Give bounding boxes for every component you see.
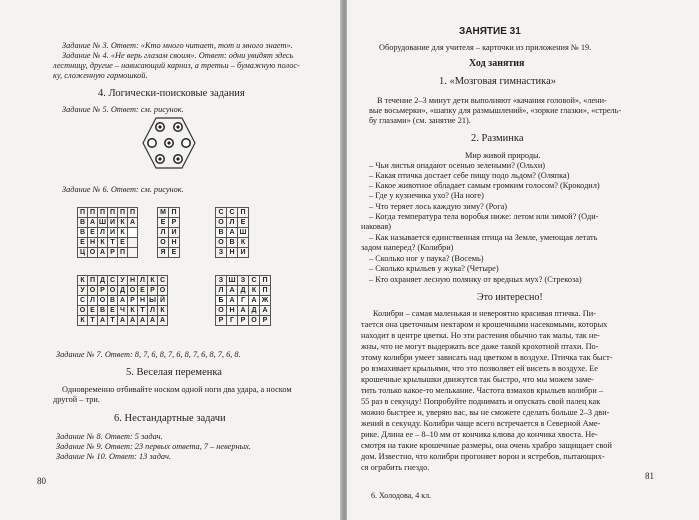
grid-cell: Ц (79, 249, 86, 256)
task-10-answer: Задание № 10. Ответ: 13 задач. (56, 452, 171, 461)
grid-cell: И (238, 248, 248, 257)
grid-cell: Г (238, 296, 248, 305)
interesting-line: дом. Известно, что колибри прогоняет ворон и ястребов, пытающих- (361, 452, 605, 461)
qa-line: – Какое животное обладает самым громким голосом? (Крокодил) (369, 181, 600, 190)
word-grid-5 (215, 275, 271, 326)
grid-cell: Е (108, 306, 117, 315)
grid-cell: К (148, 276, 157, 285)
grid-cell: П (119, 209, 126, 216)
grid-cell: Л (98, 228, 107, 237)
grid-cell: К (78, 276, 87, 285)
grid-cell: В (79, 219, 86, 226)
grid-cell: И (169, 228, 179, 237)
grid-cell: О (89, 287, 96, 294)
grid-cell: О (89, 249, 96, 256)
grid-cell: П (89, 209, 96, 216)
interesting-line: находит в центре цветка. Но эти растения обычно так малы, так не- (361, 331, 600, 340)
grid-cell: Р (238, 316, 248, 325)
grid-cell: К (238, 238, 248, 247)
section-5-text: Одновременно отбивайте носком одной ноги два удара, а носком (62, 385, 292, 394)
task-6-answer: Задание № 6. Ответ: см. рисунок. (62, 185, 184, 194)
grid-cell: П (79, 209, 86, 216)
grid-cell: Т (108, 238, 117, 247)
grid-cell: Р (260, 316, 270, 325)
grid-cell: О (79, 307, 86, 314)
qa-line: – Что теряет лось каждую зиму? (Рога) (369, 202, 508, 211)
grid-cell: К (128, 306, 137, 315)
grid-cell: З (216, 248, 226, 257)
section-5-text-cont: другой – три. (53, 395, 100, 404)
interesting-line: Колибри – самая маленькая и невероятно красивая птичка. Пи- (373, 309, 596, 318)
grid-cell: Л (158, 228, 168, 237)
qa-line: – Кто охраняет лесную полянку от вредных мух? (Стрекоза) (369, 275, 582, 284)
grid-cell: П (89, 277, 96, 284)
page-number-right: 81 (645, 471, 654, 481)
qa-line: – Чьи листья опадают осенью зелеными? (Ольхи) (369, 161, 546, 170)
task-8-answer: Задание № 8. Ответ: 5 задач. (56, 432, 163, 441)
grid-cell (128, 248, 137, 257)
grid-cell: П (169, 208, 179, 217)
grid-cell: С (79, 297, 86, 304)
qa-line: задом наперед? (Колибри) (361, 243, 454, 252)
grid-cell: С (216, 208, 226, 217)
grid-cell: Т (108, 316, 117, 325)
grid-cell: О (216, 238, 226, 247)
interesting-line: смотря на такие крошечные размеры, она очень храбро защищает свой (361, 441, 612, 450)
course-heading: Ход занятия (469, 58, 525, 69)
interesting-line: тить только какое-то мелькание. Частота взмахов крыльев колибри – (361, 386, 603, 395)
grid-cell: А (159, 317, 166, 324)
grid-cell: С (109, 277, 116, 284)
grid-cell: А (149, 317, 156, 324)
grid-cell: Л (216, 286, 226, 295)
interesting-line: 55 раз в секунду! Попробуйте поднимать и опускать свой палец как (361, 397, 601, 406)
grid-cell: Т (138, 306, 147, 315)
interesting-line: жны, что не могут выдержать все даже такой крохотной птахи. По- (361, 342, 599, 351)
grid-cell: Й (159, 297, 166, 304)
grid-cell: З (238, 276, 248, 285)
grid-cell: Ш (98, 219, 107, 226)
answer-4-cont2: ку, сложенную гармошкой. (53, 71, 148, 80)
task-5-answer: Задание № 5. Ответ: см. рисунок. (62, 105, 184, 114)
word-grid-4 (77, 275, 168, 326)
grid-cell: Д (238, 286, 248, 295)
qa-line: – Какая птичка достает себе пищу подо льдом? (Оляпка) (369, 171, 570, 180)
grid-cell: А (227, 228, 237, 237)
grid-cell (128, 228, 137, 237)
qa-line: – Как называется единственная птица на Земле, умеющая летать (369, 233, 598, 242)
grid-cell: Я (158, 248, 168, 257)
grid-cell: С (159, 277, 166, 284)
interesting-line: этому колибри умеет зависать над цветком в воздухе. Птичка так быст- (361, 353, 613, 362)
grid-cell: К (158, 306, 167, 315)
grid-cell: В (79, 229, 86, 236)
grid-cell: А (249, 296, 259, 305)
grid-cell: П (238, 208, 248, 217)
grid-cell: П (99, 209, 106, 216)
grid-cell: Н (139, 297, 146, 304)
section-6-heading: 6. Нестандартные задачи (114, 413, 226, 424)
section-1-heading: 1. «Мозговая гимнастика» (439, 76, 557, 87)
grid-cell: Б (216, 296, 226, 305)
hexagon-figure (140, 114, 198, 172)
interesting-line: можно быстрее и, уверяю вас, вы не сможете сделать больше 2–3 дви- (361, 408, 610, 417)
section-1-text-2: вые восьмерки», «шапку для размышлений», «зоркие глазки», «стрель- (369, 106, 622, 115)
grid-cell: К (118, 218, 127, 227)
qa-line: – Когда температура тела воробья ниже: летом или зимой? (Оди- (369, 212, 599, 221)
section-5-heading: 5. Веселая переменка (126, 367, 222, 378)
page-number-left: 80 (37, 476, 46, 486)
grid-cell: Е (88, 306, 97, 315)
answer-3: Задание № 3. Ответ: «Кто много читает, тот и много знает». (62, 41, 293, 50)
grid-cell: К (78, 316, 87, 325)
grid-cell: О (159, 287, 166, 294)
right-page (347, 0, 699, 520)
grid-cell: О (158, 238, 168, 247)
interesting-line: крошечные крылышки движутся так быстро, что мы можем заме- (361, 375, 594, 384)
interesting-line: ро взмахивает крыльями, что это позволяет ей висеть в воздухе. Ее (361, 364, 598, 373)
grid-cell: А (129, 219, 136, 226)
grid-cell: Д (120, 287, 125, 294)
qa-line: наковая) (361, 222, 391, 231)
grid-cell: Е (78, 238, 87, 247)
grid-cell: Е (238, 218, 248, 227)
grid-cell: З (216, 276, 226, 285)
grid-cell: Т (88, 316, 97, 325)
grid-cell: Н (227, 248, 237, 257)
grid-cell: Ш (228, 277, 236, 284)
lesson-title: ЗАНЯТИЕ 31 (459, 26, 521, 37)
grid-cell: М (158, 208, 168, 217)
grid-cell: А (227, 286, 237, 295)
grid-cell: Е (118, 238, 127, 247)
grid-cell: А (139, 317, 146, 324)
grid-cell: И (109, 219, 116, 226)
grid-cell: П (260, 286, 270, 295)
grid-cell: А (89, 219, 96, 226)
grid-cell: А (227, 296, 237, 305)
grid-cell: А (119, 297, 126, 304)
grid-cell: А (260, 306, 270, 315)
grid-cell: Ы (149, 297, 156, 304)
interesting-heading: Это интересно! (477, 292, 543, 303)
grid-cell: К (118, 228, 127, 237)
grid-cell: Е (169, 248, 179, 257)
section-1-text-3: бу глазами» (см. занятие 21). (369, 116, 471, 125)
grid-cell: Н (227, 306, 237, 315)
section-2-heading: 2. Разминка (471, 133, 524, 144)
grid-cell: Ш (239, 229, 247, 236)
grid-cell: Н (129, 277, 136, 284)
grid-cell: Р (216, 316, 226, 325)
answer-4: Задание № 4. «Не верь глазам своим». Ответ: одни увидят здесь (62, 51, 294, 60)
grid-cell: Р (148, 286, 157, 295)
grid-cell: А (238, 306, 248, 315)
grid-cell: О (216, 306, 226, 315)
grid-cell: О (216, 218, 226, 227)
left-page (0, 0, 342, 520)
task-9-answer: Задание № 9. Ответ: 23 первых ответа, 7 – неверных. (56, 442, 252, 451)
grid-cell: С (227, 208, 237, 217)
grid-cell: К (98, 238, 107, 247)
interesting-line: тается она цветочным нектаром и крошечными насекомыми, которых (361, 320, 608, 329)
grid-cell: Л (148, 306, 157, 315)
grid-cell: А (119, 317, 126, 324)
grid-cell: О (109, 287, 116, 294)
grid-cell: Р (169, 218, 179, 227)
grid-cell: У (78, 286, 87, 295)
grid-cell: К (249, 286, 259, 295)
section-4-heading: 4. Логически-поисковые задания (98, 88, 245, 99)
grid-cell: И (109, 229, 116, 236)
grid-cell: Н (169, 238, 179, 247)
word-grid-2 (157, 207, 180, 258)
grid-cell: П (129, 209, 136, 216)
grid-cell: Д (249, 306, 259, 315)
footer-note: 6. Холодова, 4 кл. (371, 491, 432, 500)
grid-cell: У (118, 276, 127, 285)
grid-cell: О (99, 297, 106, 304)
grid-cell: С (249, 276, 259, 285)
grid-cell: Ч (118, 306, 127, 315)
grid-cell: Е (158, 218, 168, 227)
grid-cell: В (99, 307, 106, 314)
grid-cell: Л (88, 296, 97, 305)
equipment-line: Оборудование для учителя – карточки из приложения № 19. (379, 43, 592, 52)
word-grid-1 (77, 207, 138, 258)
qa-line: – Сколько крыльев у жука? (Четыре) (369, 264, 499, 273)
grid-cell: В (216, 228, 226, 237)
grid-cell: О (249, 316, 259, 325)
qa-line: – Где у кузнечика ухо? (На ноге) (369, 191, 484, 200)
interesting-line: ся ограбить гнездо. (361, 463, 430, 472)
grid-cell: О (129, 287, 136, 294)
grid-cell: Р (128, 296, 137, 305)
interesting-line: рике. Длина ее – 8–10 мм от кончика клюва до кончика хвоста. Не- (361, 430, 598, 439)
interesting-line: жений в секунду. Колибри чаще всего встречается в Северной Аме- (361, 419, 601, 428)
grid-cell: А (99, 317, 106, 324)
grid-cell: Н (89, 239, 96, 246)
grid-cell: Л (138, 276, 147, 285)
grid-cell: Ж (261, 297, 269, 304)
task-7-answer: Задание № 7. Ответ: 8, 7, 6, 8, 7, 6, 8, 7, 6, 8, 7, 6, 8. (56, 350, 241, 359)
grid-cell: В (109, 297, 116, 304)
section-1-text: В течение 2–3 минут дети выполняют «качания головой», «лени- (377, 96, 607, 105)
subsection-title: Мир живой природы. (465, 151, 541, 160)
grid-cell: П (119, 249, 126, 256)
grid-cell (128, 238, 137, 247)
grid-cell: Л (227, 218, 237, 227)
word-grid-3 (215, 207, 249, 258)
grid-cell: Е (88, 228, 97, 237)
qa-line: – Сколько ног у паука? (Восемь) (369, 254, 484, 263)
grid-cell: А (99, 249, 106, 256)
grid-cell: Г (227, 316, 237, 325)
answer-4-cont: лестницу, другие – нависающий карниз, а третьи – бумажную полос- (53, 61, 300, 70)
grid-cell: А (129, 317, 136, 324)
grid-cell: В (227, 238, 237, 247)
grid-cell: Р (98, 286, 107, 295)
grid-cell: П (109, 209, 116, 216)
grid-cell: Е (138, 286, 147, 295)
grid-cell: Д (100, 277, 105, 284)
grid-cell: Р (108, 248, 117, 257)
grid-cell: П (260, 276, 270, 285)
